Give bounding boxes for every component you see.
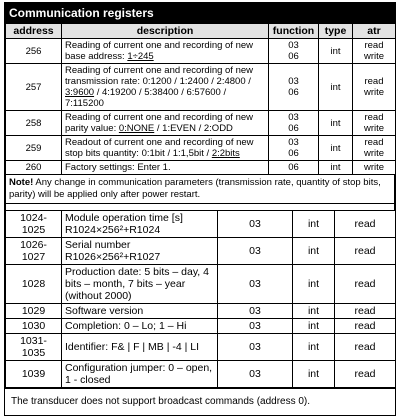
info-function: 03 bbox=[218, 361, 293, 388]
description-text: Factory settings: Enter 1. bbox=[65, 162, 171, 173]
info-address: 1028 bbox=[6, 265, 62, 304]
function-code: 06 bbox=[288, 148, 299, 159]
info-description: Module operation time [s] R1024×256²+R1024 bbox=[62, 211, 218, 238]
register-function bbox=[269, 136, 319, 161]
section-divider bbox=[5, 203, 395, 210]
info-atr: read bbox=[335, 238, 396, 265]
description-text: Readout of current one and recording of new stop bits quantity: 0:1bit / 1:1,5bit / bbox=[65, 137, 254, 159]
info-description: Identifier: F& | F | MB | -4 | LI bbox=[62, 334, 218, 361]
register-description bbox=[62, 39, 269, 64]
default-value: 0:NONE bbox=[118, 123, 155, 134]
table-row bbox=[6, 334, 396, 361]
default-value: 1÷245 bbox=[127, 51, 154, 62]
table-row bbox=[6, 238, 396, 265]
section-title: Communication registers bbox=[5, 3, 395, 23]
type-value: int bbox=[330, 81, 341, 93]
register-function bbox=[269, 64, 319, 111]
info-address: 1026-1027 bbox=[6, 238, 62, 265]
address-value: 258 bbox=[25, 117, 42, 129]
address-value: 257 bbox=[25, 81, 42, 93]
info-function: 03 bbox=[218, 238, 293, 265]
access-attribute: read bbox=[364, 40, 384, 51]
info-description: Completion: 0 – Lo; 1 – Hi bbox=[62, 319, 218, 334]
table-row bbox=[6, 161, 396, 175]
function-code: 06 bbox=[288, 51, 299, 62]
function-code: 06 bbox=[288, 123, 299, 134]
table-row bbox=[6, 39, 396, 64]
info-description: Production date: 5 bits – day, 4 bits – month, 7 bits – year (without 2000) bbox=[62, 265, 218, 304]
info-atr: read bbox=[335, 211, 396, 238]
table-header-row bbox=[6, 24, 396, 39]
register-address bbox=[6, 136, 62, 161]
register-description bbox=[62, 64, 269, 111]
address-value: 259 bbox=[25, 142, 42, 154]
register-type bbox=[319, 136, 353, 161]
register-type bbox=[319, 64, 353, 111]
register-type bbox=[319, 161, 353, 175]
type-value: int bbox=[330, 117, 341, 129]
register-description bbox=[62, 136, 269, 161]
table-row bbox=[6, 64, 396, 111]
info-function: 03 bbox=[218, 265, 293, 304]
table-row bbox=[6, 265, 396, 304]
note bbox=[5, 175, 395, 203]
register-function bbox=[269, 39, 319, 64]
info-description: Software version bbox=[62, 304, 218, 319]
info-type: int bbox=[293, 319, 335, 334]
register-type bbox=[319, 39, 353, 64]
info-type: int bbox=[293, 334, 335, 361]
register-description bbox=[62, 161, 269, 175]
table-row bbox=[6, 111, 396, 136]
communication-registers-document bbox=[4, 2, 396, 416]
info-atr: read bbox=[335, 319, 396, 334]
info-address: 1030 bbox=[6, 319, 62, 334]
register-function bbox=[269, 161, 319, 175]
type-value: int bbox=[330, 142, 341, 154]
description-text: / 1:EVEN / 2:ODD bbox=[154, 123, 233, 134]
default-value: 3:9600 bbox=[65, 87, 95, 98]
register-atr bbox=[353, 161, 396, 175]
info-function: 03 bbox=[218, 334, 293, 361]
register-atr bbox=[353, 64, 396, 111]
description-text: Reading of current one and recording of new transmission rate: 0:1200 / 1:2400 / 2:4800 / bbox=[65, 65, 254, 87]
function-code: 06 bbox=[288, 87, 299, 98]
info-table bbox=[5, 210, 396, 388]
register-atr bbox=[353, 136, 396, 161]
description-text: Reading of current one and recording of new parity value: bbox=[65, 112, 254, 134]
access-attribute: write bbox=[363, 162, 385, 173]
register-description bbox=[62, 111, 269, 136]
register-address bbox=[6, 39, 62, 64]
info-type: int bbox=[293, 361, 335, 388]
table-row bbox=[6, 361, 396, 388]
info-type: int bbox=[293, 304, 335, 319]
footer-note: The transducer does not support broadcast commands (address 0). bbox=[5, 388, 395, 415]
note-text: Any change in communication parameters (transmission rate, quantity of stop bits, parity) will be applied only after power restart. bbox=[9, 177, 381, 200]
access-attribute: read bbox=[364, 137, 384, 148]
header-description: description bbox=[62, 24, 269, 39]
function-code: 03 bbox=[288, 76, 299, 87]
note-label: Note! bbox=[9, 177, 34, 188]
access-attribute: write bbox=[363, 51, 385, 62]
info-atr: read bbox=[335, 334, 396, 361]
info-function: 03 bbox=[218, 304, 293, 319]
info-description: Serial number R1026×256²+R1027 bbox=[62, 238, 218, 265]
info-type: int bbox=[293, 211, 335, 238]
info-atr: read bbox=[335, 265, 396, 304]
access-attribute: write bbox=[363, 87, 385, 98]
info-function: 03 bbox=[218, 211, 293, 238]
info-function: 03 bbox=[218, 319, 293, 334]
table-row bbox=[6, 319, 396, 334]
info-address: 1031-1035 bbox=[6, 334, 62, 361]
header-atr: atr bbox=[353, 24, 396, 39]
default-value: 2:2bits bbox=[211, 148, 240, 159]
register-type bbox=[319, 111, 353, 136]
function-code: 06 bbox=[288, 162, 299, 173]
address-value: 256 bbox=[25, 45, 42, 57]
function-code: 03 bbox=[288, 137, 299, 148]
access-attribute: write bbox=[363, 148, 385, 159]
description-text: / 4:19200 / 5:38400 / 6:57600 / 7:115200 bbox=[65, 87, 227, 109]
access-attribute: write bbox=[363, 123, 385, 134]
function-code: 03 bbox=[288, 40, 299, 51]
table-row bbox=[6, 136, 396, 161]
info-address: 1029 bbox=[6, 304, 62, 319]
info-address: 1024-1025 bbox=[6, 211, 62, 238]
register-function bbox=[269, 111, 319, 136]
info-description: Configuration jumper: 0 – open, 1 - closed bbox=[62, 361, 218, 388]
access-attribute: read bbox=[364, 76, 384, 87]
info-type: int bbox=[293, 238, 335, 265]
info-type: int bbox=[293, 265, 335, 304]
description-text: Reading of current one and recording of new base address: bbox=[65, 40, 254, 62]
function-code: 03 bbox=[288, 112, 299, 123]
access-attribute: read bbox=[364, 112, 384, 123]
table-row bbox=[6, 304, 396, 319]
info-address: 1039 bbox=[6, 361, 62, 388]
address-value: 260 bbox=[25, 162, 42, 173]
info-atr: read bbox=[335, 304, 396, 319]
register-address bbox=[6, 64, 62, 111]
type-value: int bbox=[330, 45, 341, 57]
info-atr: read bbox=[335, 361, 396, 388]
type-value: int bbox=[330, 162, 341, 173]
registers-table bbox=[5, 23, 396, 175]
table-row bbox=[6, 211, 396, 238]
register-address bbox=[6, 111, 62, 136]
header-address: address bbox=[6, 24, 62, 39]
header-type: type bbox=[319, 24, 353, 39]
register-atr bbox=[353, 111, 396, 136]
header-function: function bbox=[269, 24, 319, 39]
register-atr bbox=[353, 39, 396, 64]
register-address bbox=[6, 161, 62, 175]
